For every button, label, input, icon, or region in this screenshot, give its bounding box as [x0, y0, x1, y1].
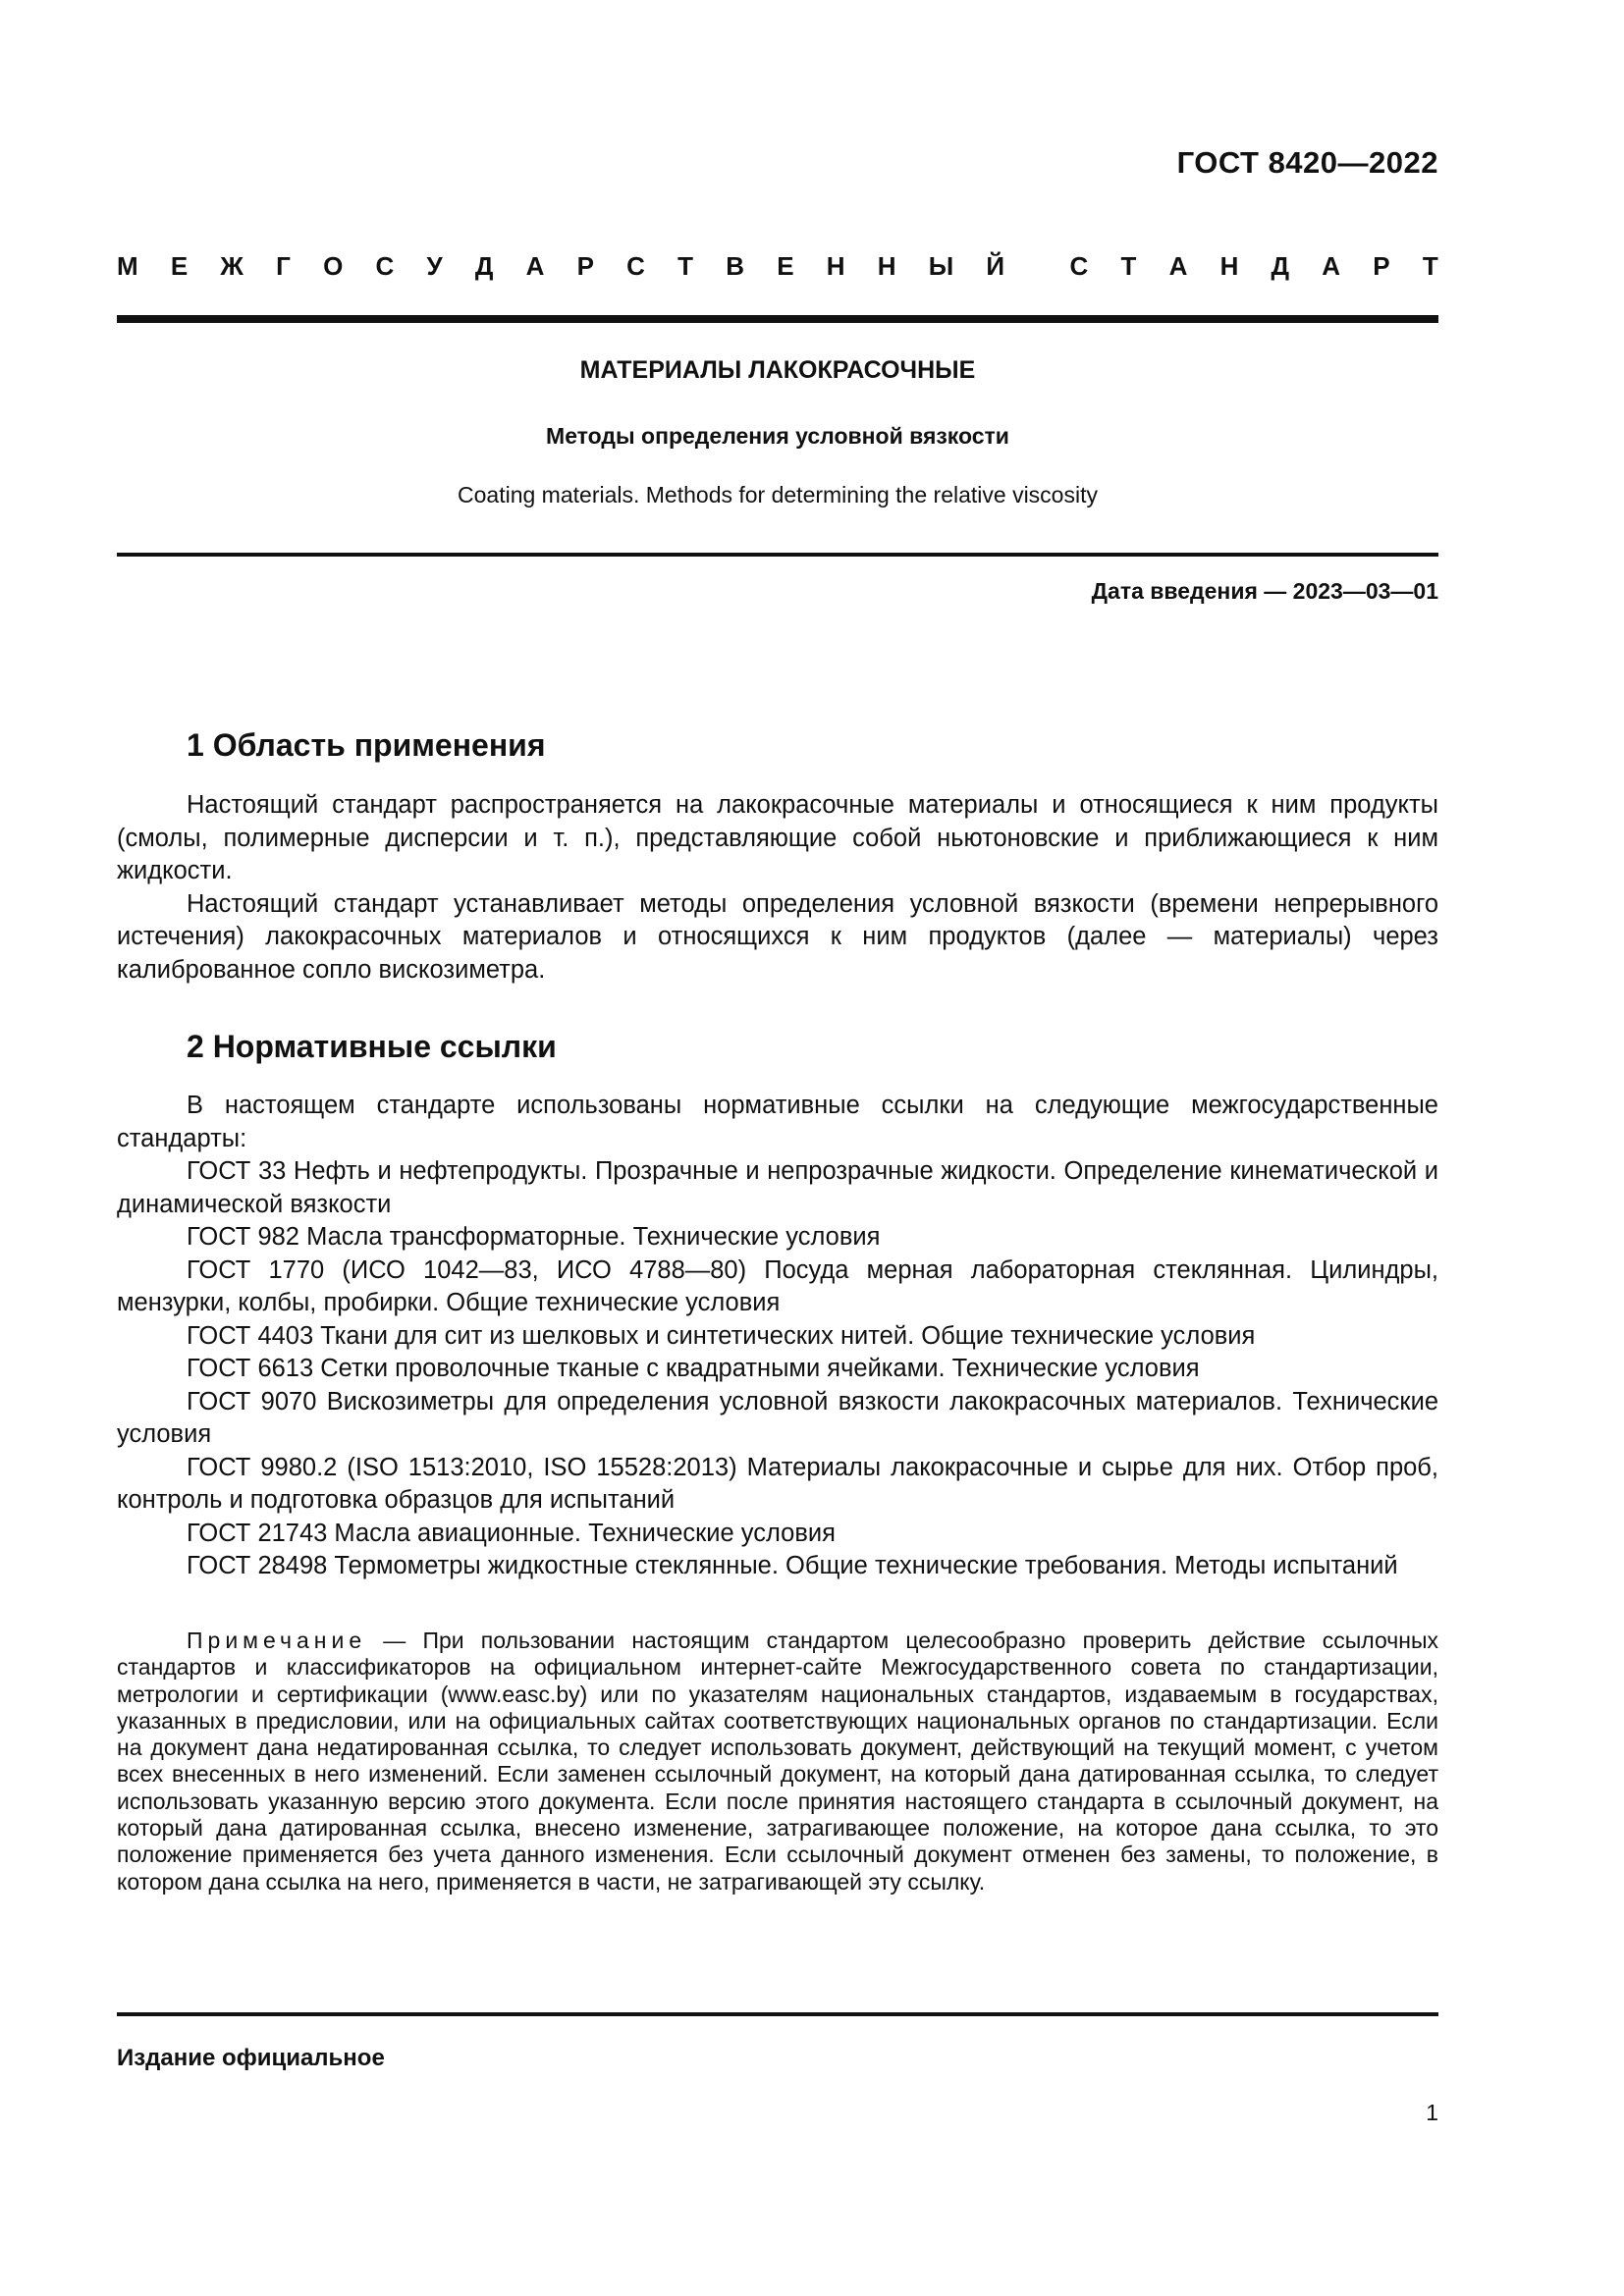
title-divider	[117, 553, 1438, 557]
section-2-heading: 2 Нормативные ссылки	[187, 1029, 557, 1064]
reference-item: ГОСТ 28498 Термометры жидкостные стеклянные. Общие технические требования. Методы испытаний	[187, 1552, 1398, 1579]
reference-item: ГОСТ 1770 (ИСО 1042—83, ИСО 4788—80) Посуда мерная лабораторная стеклянная. Цилиндры, мензурки, колбы, пробирки. Общие технические условия	[117, 1255, 1438, 1316]
paragraph: Настоящий стандарт распространяется на лакокрасочные материалы и относящиеся к ним продукты (смолы, полимерные дисперсии и т. п.), представляющие собой ньютоновские и приближающиеся к ним жидкости.	[117, 791, 1438, 884]
section-1-heading: 1 Область применения	[187, 727, 546, 763]
standard-number: ГОСТ 8420—2022	[1176, 145, 1438, 180]
footer-divider	[117, 2012, 1438, 2016]
paragraph: В настоящем стандарте использованы нормативные ссылки на следующие межгосударственные стандарты:	[117, 1092, 1438, 1152]
reference-item: ГОСТ 9980.2 (ISO 1513:2010, ISO 15528:2013) Материалы лакокрасочные и сырье для них. Отбор проб, контроль и подготовка образцов для испытаний	[117, 1453, 1438, 1514]
paragraph: Настоящий стандарт устанавливает методы определения условной вязкости (времени непрерывного истечения) лакокрасочных материалов и относящихся к ним продуктов (далее — материалы) через калиброванное сопло вискозиметра.	[117, 889, 1438, 984]
reference-item: ГОСТ 9070 Вискозиметры для определения условной вязкости лакокрасочных материалов. Технические условия	[117, 1387, 1438, 1448]
page-number: 1	[1426, 2100, 1438, 2125]
english-title: Coating materials. Methods for determining the relative viscosity	[458, 482, 1098, 507]
header-divider	[117, 315, 1438, 323]
note-text: — При пользовании настоящим стандартом целесообразно проверить действие ссылочных стандартов и классификаторов на официальном интернет-сайте Межгосударственного совета по стандартизации, метрологии и сертификации (www.easc.by) или по указателям национальных стандартов, издаваемым в государствах, указанных в предисловии, или на официальных сайтах соответствующих национальных органов по стандартизации. Если на документ дана недатированная ссылка, то следует использовать документ, действующий на текущий момент, с учетом всех внесенных в него изменений. Если заменен ссылочный документ, на который дана датированная ссылка, то следует использовать указанную версию этого документа. Если после принятия настоящего стандарта в ссылочный документ, на который дана датированная ссылка, внесено изменение, затрагивающее положение, на которое дана ссылка, то это положение применяется без учета данного изменения. Если ссылочный документ отменен без замены, то положение, в котором дана ссылка на него, применяется в части, не затрагивающей эту ссылку.	[117, 1628, 1438, 1895]
document-title: МАТЕРИАЛЫ ЛАКОКРАСОЧНЫЕ	[579, 356, 976, 384]
section-1-body	[117, 789, 1438, 987]
official-edition-label: Издание официальное	[117, 2045, 385, 2071]
introduction-date: Дата введения — 2023—03—01	[1091, 578, 1438, 604]
reference-item: ГОСТ 982 Масла трансформаторные. Технические условия	[187, 1223, 881, 1251]
reference-item: ГОСТ 21743 Масла авиационные. Технические условия	[187, 1519, 836, 1547]
interstate-standard-banner: М Е Ж Г О С У Д А Р С Т В Е Н Н Ы Й С Т А Н Д А Р Т	[117, 251, 1438, 281]
note	[117, 1628, 1438, 1896]
reference-item: ГОСТ 4403 Ткани для сит из шелковых и синтетических нитей. Общие технические условия	[187, 1321, 1256, 1350]
document-subtitle: Методы определения условной вязкости	[546, 423, 1009, 449]
reference-item: ГОСТ 33 Нефть и нефтепродукты. Прозрачные и непрозрачные жидкости. Определение кинематической и динамической вязкости	[117, 1157, 1438, 1218]
reference-item: ГОСТ 6613 Сетки проволочные тканые с квадратными ячейками. Технические условия	[187, 1355, 1200, 1382]
section-2-body	[117, 1090, 1438, 1583]
note-label: Примечание	[187, 1628, 367, 1653]
